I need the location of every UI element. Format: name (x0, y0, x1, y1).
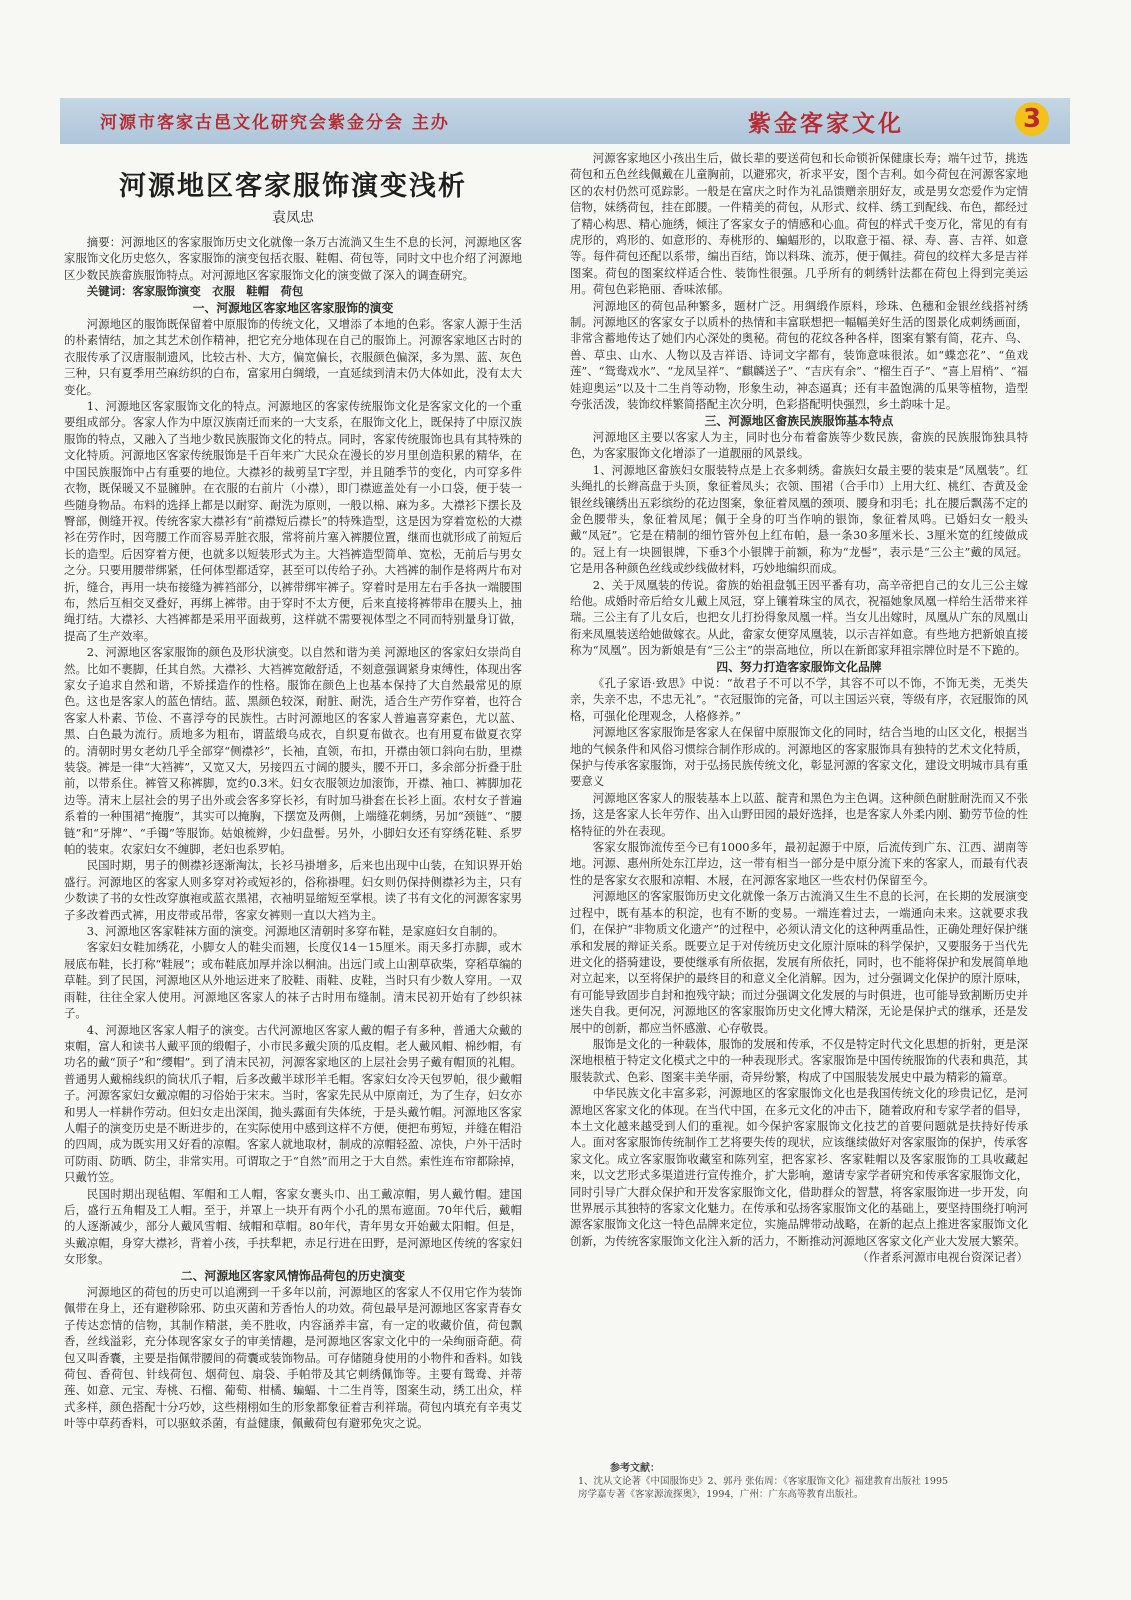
paragraph: 1、河源地区畲族妇女服装特点是上衣多刺绣。畲族妇女最主要的装束是“凤凰装”。红头绳扎的长辫高盘于头顶，象征着凤头；衣领、围裙（合手巾）上用大红、桃红、杏黄及金银丝线镶绣出五彩缤纷的花边图案，象征着凤凰的颈项、腰身和羽毛；扎在腰后飘荡不定的金色腰带头，象征着凤尾；佩于全身的叮当作响的银饰，象征着凤鸣。已婚妇女一般头戴“凤冠”。它是在精制的细竹管外包上红布帕，悬一条30多厘米长、3厘米宽的红绫做成的。冠上有一块圆银牌，下垂3个小银牌于前额，称为“龙髻”，表示是“三公主”戴的凤冠。它是用各种颜色丝线或纱线做材料，巧妙地编织而成。 (570, 462, 1028, 576)
paragraph: 河源地区的服饰既保留着中原服饰的传统文化，又增添了本地的色彩。客家人源于生活的朴素情结，加之其艺术创作精神，把它充分地体现在自己的服饰上。河源客家地区古时的衣服传承了汉唐服制遗风，比较古朴、大方，偏宽偏长，衣服颜色偏深，多为黑、蓝、灰色三种，只有夏季用苎麻纺织的白布，富家用白绸缎，一直延续到清末仍大体如此，没有太大变化。 (64, 317, 522, 397)
section-heading-1: 一、河源地区客家地区客家服饰的演变 (192, 300, 394, 315)
paragraph: 民国时期出现毡帽、军帽和工人帽，客家女裹头巾、出工戴凉帽，男人戴竹帽。建国后，盛行五角帽及工人帽。至于，并罩上一块开有两个小孔的黑布遮面。70年代后，戴帽的人逐渐减少，部分人戴风雪帽、绒帽和草帽。80年代，青年男女开始戴太阳帽。但是，头戴凉帽，身穿大襟衫，背着小孩，手扶犁耙，赤足行进在田野，是河源地区传统的客家妇女形象。 (64, 1186, 522, 1267)
paragraph: 3、河源地区客家鞋袜方面的演变。河源地区清朝时多穿布鞋，是家庭妇女自制的。 (86, 924, 505, 939)
paragraph: 客家女服饰流传至今已有1000多年，最初起源于中原，后流传到广东、江西、湖南等地。河源、惠州所处东江岸边，这一带有相当一部分是中原分流下来的客家人，而最有代表性的是客家女衣服和凉帽、木屐，在河源客家地区一些农村仍保留至今。 (570, 840, 1028, 887)
paragraph: 2、关于凤凰装的传说。畲族的始祖盘瓠王因平番有功，高辛帝把自己的女儿三公主嫁给他。成婚时帝后给女儿戴上凤冠，穿上镶着珠宝的凤衣，祝福她象凤凰一样给生活带来祥瑞。三公主有了儿女后，也把女儿打扮得象凤凰一样。当女儿出嫁时，凤凰从广东的凤凰山衔来凤凰装送给她做嫁衣。从此，畲家女便穿凤凰装，以示吉祥如意。有些地方把新娘直接称为“凤凰”。因为新娘是有“三公主”的崇高地位，所以在新郎家拜祖宗牌位时是不下跪的。 (570, 577, 1028, 658)
article-title: 河源地区客家服饰演变浅析 (119, 171, 467, 202)
paragraph: 河源客家地区小孩出生后，做长辈的要送荷包和长命锁祈保健康长寿；端午过节，挑选荷包和五色丝线佩戴在儿童胸前，以避邪灾，祈求平安，图个吉利。如今荷包在河源客家地区的农村仍然可觅踪影。一般是在富庆之时作为礼品馈赠亲朋好友，或是男女恋爱作为定情信物，妹绣荷包，挂在郎腰。一件精美的荷包，从形式、纹样、绣工到配线、布色，都经过了精心构思、精心施绣，倾注了客家女子的情感和心血。荷包的样式千变万化，常见的有有虎形的，鸡形的、如意形的、寿桃形的、蝙蝠形的，以取意于福、禄、寿、喜、吉祥、如意等。每件荷包还配以系带，编出百结，饰以料珠、流苏，便于佩挂。荷包的纹样大多是吉祥图案。荷包的图案纹样适合性、装饰性很强。几乎所有的刺绣针法都在荷包上得到完美运用。荷包色彩艳丽、香味浓郁。 (570, 151, 1028, 297)
paragraph: 河源地区的荷包的历史可以追溯到一千多年以前，河源地区的客家人不仅用它作为装饰佩带在身上，还有避秽除邪、防虫灭菌和芳香怡人的功效。荷包最早是河源地区客家青春女子传达恋情的信物，其制作精湛，美不胜收，内容涵养丰富，有一定的收藏价值，荷包飘香，丝线溢彩，充分体现客家女子的审美情趣，是河源地区客家文化中的一朵绚丽奇葩。荷包又叫香囊，主要是指佩带腰间的荷囊或装饰物品。可存储随身使用的小物件和香料。如钱荷包、香荷包、针线荷包、烟荷包、扇袋、手帕带及其它刺绣佩饰等。主要有鸳鸯、并蒂莲、如意、元宝、寿桃、石榴、葡萄、柑橘、蝙蝠、十二生肖等，图案生动，绣工出众，样式多样，颜色搭配十分巧妙，这些栩栩如生的形象都象征着吉利祥瑞。荷包内填充有辛夷艾叶等中草药香料，可以驱蚊杀菌，有益健康，佩戴荷包有避邪免灾之说。 (64, 1285, 522, 1431)
keywords: 关键词：客家服饰演变 衣服 鞋帽 荷包 (86, 284, 304, 299)
article-author: 袁凤忠 (272, 210, 314, 226)
references-heading: 参考文献： (610, 1463, 660, 1474)
section-heading-4: 四、努力打造客家服饰文化品牌 (716, 659, 882, 674)
paragraph: 河源地区主要以客家人为主，同时也分布着畲族等少数民族，畲族的民族服饰独具特色，为客家服饰文化增添了一道靓丽的风景线。 (570, 429, 1028, 461)
paragraph: 《孔子家语·致思》中说：“故君子不可以不学，其容不可以不饰，不饰无类，无类失亲，失亲不忠，不忠无礼”。“衣冠服饰的完备，可以主国运兴衰，等级有序，衣冠服饰的风格，可强化伦理观念，人格修养。” (570, 676, 1028, 723)
right-column (570, 150, 1028, 1460)
paragraph: 河源地区的荷包品种繁多，题材广泛。用绸缎作原料，珍珠、色穗和金银丝线搭衬绣制。河源地区的客家女子以质朴的热情和丰富联想把一幅幅美好生活的图景化成刺绣画面，非常含蓄地传达了她们内心深处的奥秘。荷包的花纹各种各样，图案有繁有简，花卉、鸟、兽、草虫、山水、人物以及吉祥语、诗词文字都有，装饰意味很浓。如“蝶恋花”、“鱼戏莲”、“鸳鸯戏水”、“龙凤呈祥”、“麒麟送子”、“吉庆有余”、“榴生百子”、“喜上眉梢”、“福娃迎奥运”以及十二生肖等动物，形象生动，神态逼真；还有丰盈饱满的瓜果等植物，造型夸张活泼，装饰纹样繁简搭配主次分明，色彩搭配明快强烈，乡土韵味十足。 (570, 298, 1028, 412)
references (570, 1462, 1028, 1501)
paragraph: 河源地区客家服饰是客家人在保留中原服饰文化的同时，结合当地的山区文化，根据当地的气候条件和风俗习惯综合制作形成的。河源地区的客家服饰具有独特的艺术文化特质，保护与传承客家服饰，对于弘扬民族传统文化，彰显河源的客家文化，建设文明城市具有重要意义 (570, 725, 1028, 789)
paragraph: 服饰是文化的一种载体，服饰的发展和传承，不仅是特定时代文化思想的折射，更是深深地根植于特定文化模式之中的一种表现形式。客家服饰是中国传统服饰的代表和典范，其服装款式、色彩、图案丰美华丽，奇异纷繁，构成了中国服装发展史中最为精彩的篇章。 (570, 1036, 1028, 1084)
paragraph: 4、河源地区客家人帽子的演变。古代河源地区客家人戴的帽子有多种，普通大众戴的束帽，富人和读书人戴平顶的缎帽子，小市民多戴尖顶的瓜皮帽。老人戴风帽、棉纱帽，有功名的戴“顶子”和“缨帽”。到了清末民初，河源客家地区的上层社会男子戴有帽顶的礼帽。普通男人戴棉线织的筒状爪子帽，后多改戴半球形羊毛帽。客家妇女冷天包罗帕，很少戴帽子。河源客家妇女戴凉帽的习俗始于宋末。当时，客家先民从中原南迁，为了生存，妇女亦和男人一样耕作劳动。但妇女走出深闺，抛头露面有失体统，于是头戴竹帽。河源地区客家人帽子的演变历史是不断进步的，在实际使用中感到这样不方便，便把布剪短，并缝在帽沿的四周，成为既实用又好看的凉帽。客家人就地取材，制成的凉帽轻盈、凉快，户外干活时可防雨、防晒、防尘，非常实用。可谓取之于“自然”而用之于大自然。索性连布帘都除掉，只戴竹笠。 (64, 1022, 522, 1185)
paragraph: 2、河源地区客家服饰的颜色及形状演变。以自然和谐为美 河源地区的客家妇女崇尚自然。比如不裹脚，任其自然。大襟衫、大裆裤宽敞舒适，不刻意强调紧身束缚性，体现出客家女子追求自然和谐，不矫揉造作的性格。服饰在颜色上也基本保持了大自然最常见的原色。这也是客家人的蓝色情结。蓝、黑颜色较深，耐脏、耐洗，适合生产劳作穿着，也符合客家人朴素、节俭、不喜浮夸的民族性。古时河源地区的客家人普遍喜穿素色，尤以蓝、黑、白色最为流行。质地多为粗布，谓蓝缎乌成衣，自织夏布做衣。也有用夏布做夏衣穿的。清朝时男女老幼几乎全部穿“侧襟衫”，长袖，直领，布扣，开襟由领口斜向右肋，里襟装袋。裤是一律“大裆裤”，又宽又大，另接四五寸阔的腰头，腰不开口，多余部分折叠于肚前，以带系住。裤管又称裤脚，宽约0.3米。妇女衣服领边加滚饰，开襟、袖口、裤脚加花边等。清末上层社会的男子出外或会客多穿长衫，有时加马褂套在长衫上面。农村女子普遍系着的一种围裙“掩腹”，其实可以掩胸，下摆宽及两侧，上端缝花刺绣，另加“颈链”、“腰链”和“牙牌”、“手镯”等服饰。姑娘梳辫，少妇盘髻。另外，小脚妇女还有穿绣花鞋、系罗帕的装束。农家妇女不缠脚，老妇也系罗帕。 (64, 645, 522, 857)
abstract: 摘要：河源地区的客家服饰历史文化就像一条万古流淌又生生不息的长河，河源地区客家服饰文化历史悠久，客家服饰的演变包括衣服、鞋帽、荷包等，同时文中也介绍了河源地区少数民族畲族服饰特点。对河源地区客家服饰文化的演变做了深入的调查研究。 (64, 235, 522, 282)
section-heading-3: 三、河源地区畲族民族服饰基本特点 (704, 413, 894, 428)
paragraph: 1、河源地区客家服饰文化的特点。河源地区的客家传统服饰文化是客家文化的一个重要组成部分。客家人作为中原汉族南迁而来的一大支系，在服饰文化上，既保持了中原汉族服饰的特点，又融入了当地少数民族服饰文化的特点。同时，客家传统服饰也具有其特殊的文化特质。河源地区客家传统服饰是千百年来广大民众在漫长的岁月里创造积累的精华，在中国民族服饰中占有重要的地位。大襟衫的裁剪呈T字型，并且随季节的变化，内可穿多件衣物，既保暖又不显臃肿。在衣服的右前片（小襟），即门襟遮盖处有一小口袋，便于装一些随身物品。布料的选择上都是以耐穿、耐洗为原则，一般以棉、麻为多。大襟衫下摆长及臀部，侧缝开衩。传统客家大襟衫有“前襟短后襟长”的特殊造型，这是因为穿着宽松的大襟衫在劳作时，因弯腰工作而容易弄脏衣服，常将前片塞入裤腰位置，继而也就形成了前短后长的造型。后因穿着方便，也就多以短装形式为主。大裆裤造型简单、宽松，无前后与男女之分。只要用腰带绑紧，任何体型都适穿，甚至可以传给子孙。大裆裤的制作是将两片布对折，缝合，再用一块布接缝为裤裆部分，以裤带绑牢裤子。穿着时是用左右手各执一端腰围布，然后互相交叉叠好，再绑上裤带。由于穿时不太方便，后来直接将裤带串在腰头上，抽绳打结。大襟衫、大裆裤都是采用平面裁剪，这样就不需要视体型之不同而特别量身订做，提高了生产效率。 (64, 399, 522, 643)
reference-item: 房学嘉专著《客家源流探奥》，1994，广州：广东高等教育出版社。 (578, 1489, 864, 1500)
left-column (64, 150, 522, 1480)
section-heading-2: 二、河源地区客家风情饰品荷包的历史演变 (180, 1268, 406, 1283)
paragraph: 河源地区的客家服饰历史文化就像一条万古流淌又生生不息的长河，在长期的发展演变过程中，既有基本的积淀，也有不断的变易。一端连着过去，一端通向未来。这就要求我们，在保护“非物质文化遗产”的过程中，必须认清文化的这种两重品性，正确处理好保护继承和发展的辩证关系。既要立足于对传统历史文化原汁原味的科学保护，又要服务于当代先进文化的搭骑建设，要使继承有所依据，发展有所依托，同时，也不能将保护和发展简单地对立起来，以至将保护的最终目的和意义全化消解。因为，过分强调文化保护的原汁原味，有可能导致固步自封和抱残守缺；而过分强调文化发展的与时俱进，也可能导致割断历史并迷失自我。更何况，河源地区的客家服饰历史文化博大精深，无论是保护式的继承，还是发展中的创新，都应当怀感激、心存敬畏。 (570, 889, 1028, 1035)
page-number: 3 (1015, 102, 1049, 136)
paragraph: 客家妇女鞋加绣花，小脚女人的鞋尖而翘，长度仅14－15厘米。雨天多打赤脚，或木屐底布鞋，长打称“鞋屐”；或布鞋底加厚并涂以桐油。出远门或上山割草砍柴，穿稻草编的草鞋。到了民国，河源地区从外地运进来了胶鞋、雨鞋、皮鞋，当时只有少数人穿用。一双雨鞋，往往全家人使用。河源地区客家人的袜子古时用布缝制。清末民初开始有了纱织袜子。 (64, 940, 522, 1021)
paragraph: 中华民族文化丰富多彩，河源地区的客家服饰文化也是我国传统文化的珍贵记忆，是河源地区客家文化的体现。在当代中国，在多元文化的冲击下，随着政府和专家学者的倡导，本土文化越来越受到人们的重视。如今保护客家服饰文化技艺的首要问题就是扶持好传承人。面对客家服饰传统制作工艺将要失传的现状，应该继续做好对客家服饰的保护，传承客家文化。成立客家服饰收藏室和陈列室，把客家衫、客家鞋帽以及客家服饰的工具收藏起来，以文艺形式多渠道进行宣传推介，扩大影响，邀请专家学者研究和传承客家服饰文化，同时引导广大群众保护和开发客家服饰文化，借助群众的智慧，将客家服饰进一步开发，向世界展示其独特的客家文化魅力。在传承和弘扬客家服饰文化的基础上，要坚持围绕打响河源客家服饰文化这一特色品牌来定位，实施品牌带动战略，在新的起点上推进客家服饰文化创新，为传统客家服饰文化注入新的活力，不断推动河源地区客家文化产业大发展大繁荣。 (570, 1086, 1028, 1248)
publication-title: 紫金客家文化 (748, 111, 904, 137)
author-note: （作者系河源市电视台资深记者） (857, 1250, 1028, 1265)
reference-item: 1、沈从文论著《中国服饰史》2、郭丹 张佑周：《客家服饰文化》福建教育出版社 1995 (578, 1476, 949, 1487)
paragraph: 民国时期，男子的侧襟衫逐渐淘汰，长衫马褂增多，后来也出现中山装，在知识界开始盛行。河源地区的客家人则多穿对衿或短衫的，俗称褂哩。妇女则仍保持侧襟衫为主，只有少数读了书的女性改穿旗袍或蓝衣黑裙，衣袖明显缩短至掌根。读了书有文化的河源客家男子多改着西式裤，用皮带或吊带，客家女裤则一直以大裆为主。 (64, 858, 522, 922)
organizer-text: 河源市客家古邑文化研究会紫金分会 主办 (100, 113, 450, 133)
masthead-banner (60, 98, 1070, 144)
paragraph: 河源地区客家人的服装基本上以蓝、靛青和黑色为主色调。这种颜色耐脏耐洗而又不张扬，这是客家人长年劳作、出入山野田园的最好选择，也是客家人外柔内刚、勤劳节俭的性格特征的外在表现。 (570, 790, 1028, 838)
